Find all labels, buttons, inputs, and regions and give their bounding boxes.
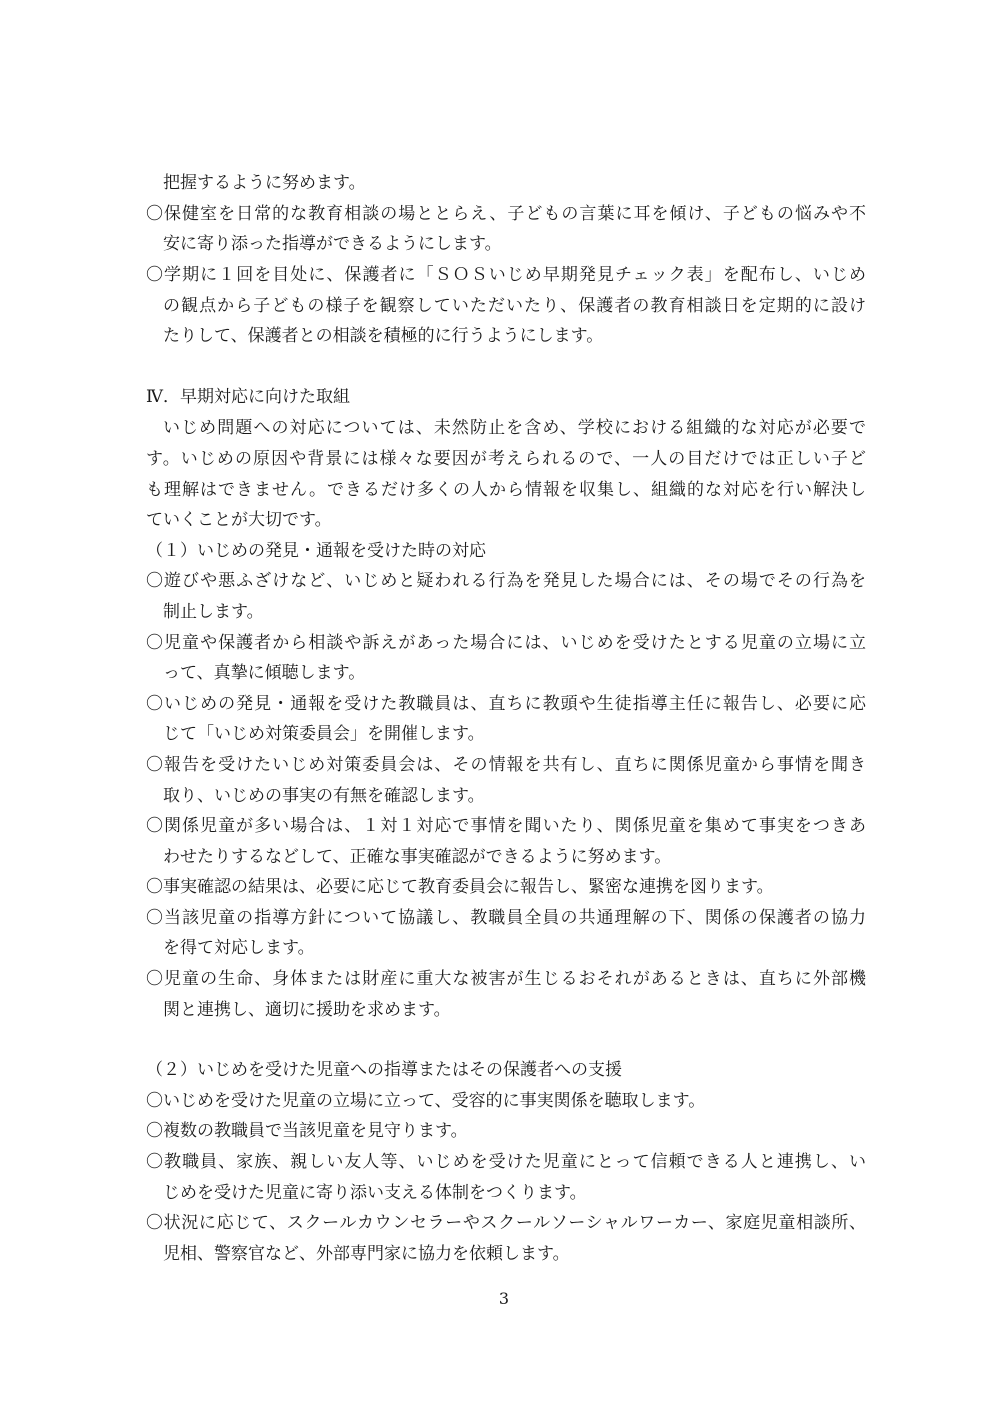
text-line: 関と連携し、適切に援助を求めます。 xyxy=(163,1000,451,1020)
list-item-start: 〇関係児童が多い場合は、１対１対応で事情を聞いたり、関係児童を集めて事実をつきあ xyxy=(146,816,866,836)
text-line: 把握するように努めます。 xyxy=(163,173,366,193)
paragraph-line: す。いじめの原因や背景には様々な要因が考えられるので、一人の目だけでは正しい子ど xyxy=(146,449,866,469)
text-line: の観点から子どもの様子を観察していただいたり、保護者の教育相談日を定期的に設け xyxy=(163,296,866,316)
text-line: 安に寄り添った指導ができるようにします。 xyxy=(163,234,502,254)
list-item-start: 〇当該児童の指導方針について協議し、教職員全員の共通理解の下、関係の保護者の協力 xyxy=(146,908,866,928)
text-line: たりして、保護者との相談を積極的に行うようにします。 xyxy=(163,326,604,346)
list-item-start: 〇複数の教職員で当該児童を見守ります。 xyxy=(146,1121,468,1141)
section-heading: Ⅳ．早期対応に向けた取組 xyxy=(146,387,350,407)
list-item-start: 〇いじめの発見・通報を受けた教職員は、直ちに教頭や生徒指導主任に報告し、必要に応 xyxy=(146,694,866,714)
text-line: じて「いじめ対策委員会」を開催します。 xyxy=(163,724,485,744)
text-line: を得て対応します。 xyxy=(163,938,315,958)
paragraph-line: も理解はできません。できるだけ多くの人から情報を収集し、組織的な対応を行い解決し xyxy=(146,480,866,500)
list-item-start: 〇遊びや悪ふざけなど、いじめと疑われる行為を発見した場合には、その場でその行為を xyxy=(146,571,866,591)
list-item-start: 〇いじめを受けた児童の立場に立って、受容的に事実関係を聴取します。 xyxy=(146,1091,706,1111)
list-item-start: 〇事実確認の結果は、必要に応じて教育委員会に報告し、緊密な連携を図ります。 xyxy=(146,877,774,897)
list-item-start: 〇児童の生命、身体または財産に重大な被害が生じるおそれがあるときは、直ちに外部機 xyxy=(146,969,866,989)
text-line: 取り、いじめの事実の有無を確認します。 xyxy=(163,786,485,806)
text-line: 児相、警察官など、外部専門家に協力を依頼します。 xyxy=(163,1244,570,1264)
paragraph-line: ていくことが大切です。 xyxy=(146,510,332,530)
list-item-start: 〇学期に１回を目处に、保護者に「ＳＯＳいじめ早期発見チェック表」を配布し、いじめ xyxy=(146,265,866,285)
list-item-start: 〇教職員、家族、親しい友人等、いじめを受けた児童にとって信頼できる人と連携し、い xyxy=(146,1152,866,1172)
paragraph-line: いじめ問題への対応については、未然防止を含め、学校における組織的な対応が必要で xyxy=(163,418,866,438)
subsection-heading: （２）いじめを受けた児童への指導またはその保護者への支援 xyxy=(146,1060,622,1080)
list-item-start: 〇保健室を日常的な教育相談の場ととらえ、子どもの言葉に耳を傾け、子どもの悩みや不 xyxy=(146,204,866,224)
text-line: じめを受けた児童に寄り添い支える体制をつくります。 xyxy=(163,1183,587,1203)
page-number: 3 xyxy=(498,1289,510,1308)
text-line: わせたりするなどして、正確な事実確認ができるように努めます。 xyxy=(163,847,672,867)
list-item-start: 〇状況に応じて、スクールカウンセラーやスクールソーシャルワーカー、家庭児童相談所、 xyxy=(146,1213,866,1233)
text-line: って、真摯に傾聴します。 xyxy=(163,663,366,683)
subsection-heading: （１）いじめの発見・通報を受けた時の対応 xyxy=(146,541,486,561)
text-line: 制止します。 xyxy=(163,602,264,622)
list-item-start: 〇児童や保護者から相談や訴えがあった場合には、いじめを受けたとする児童の立場に立 xyxy=(146,633,866,653)
list-item-start: 〇報告を受けたいじめ対策委員会は、その情報を共有し、直ちに関係児童から事情を聞き xyxy=(146,755,866,775)
